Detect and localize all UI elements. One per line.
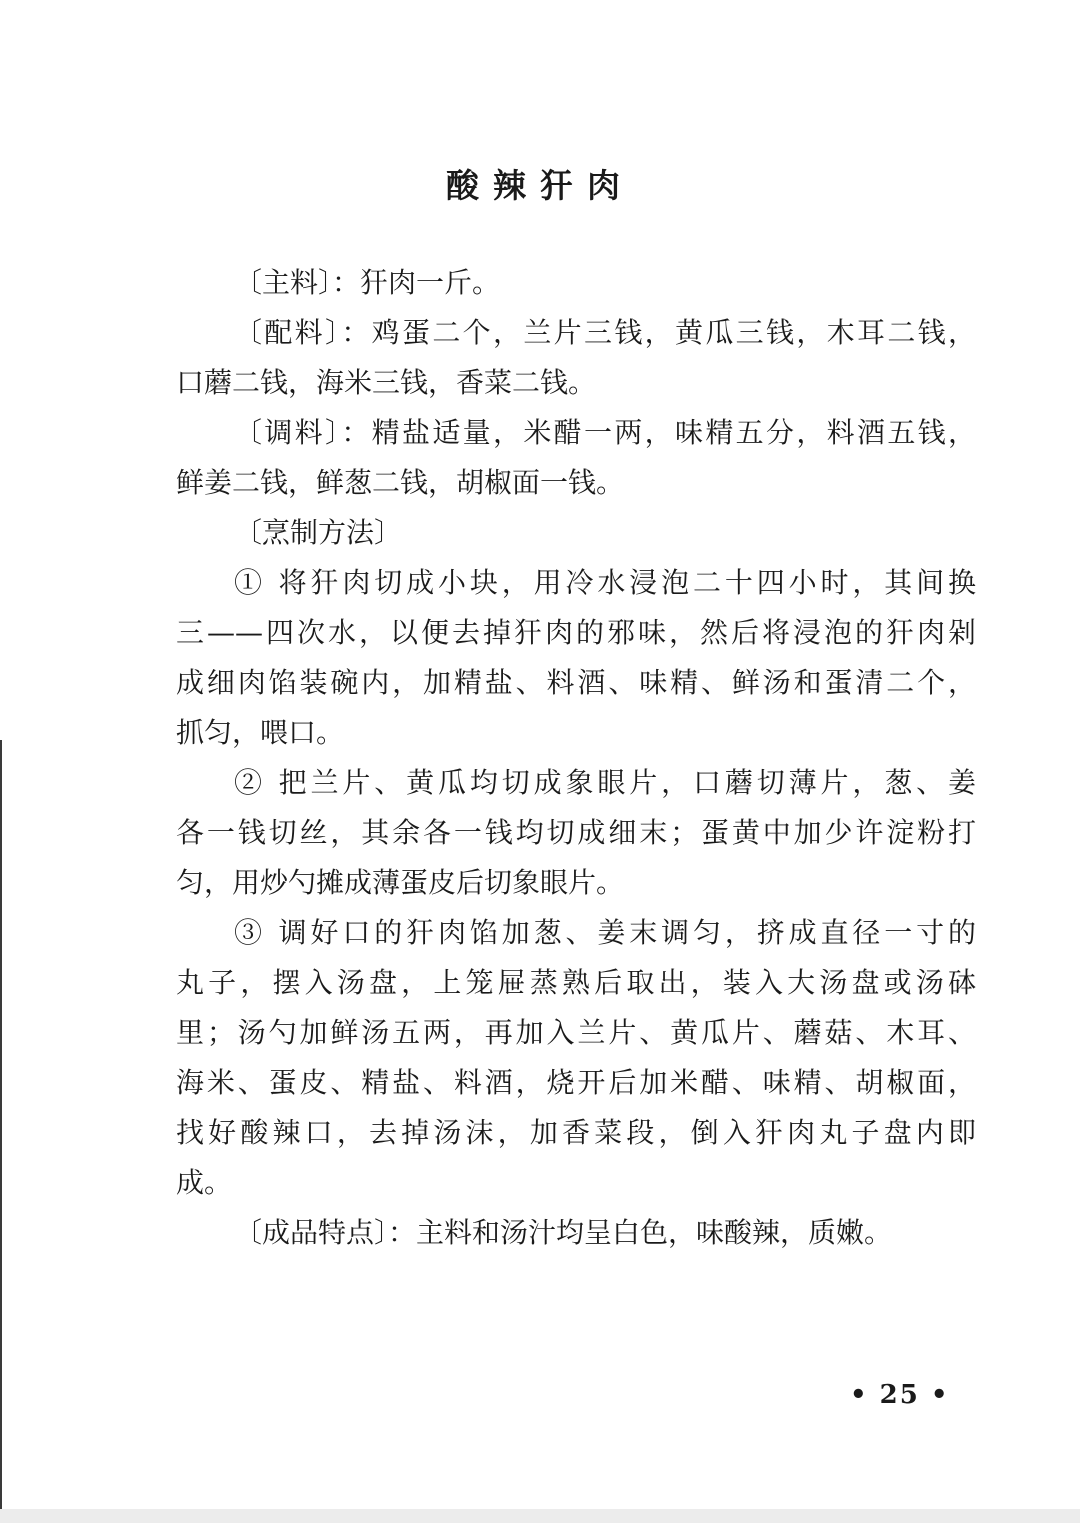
step-1-line-1: ① 将犴肉切成小块，用冷水浸泡二十四小时，其间换: [234, 566, 976, 599]
step-1-line-3: 成细肉馅装碗内，加精盐、料酒、味精、鲜汤和蛋清二个，: [176, 666, 976, 699]
seasoning-line-2: 鲜姜二钱，鲜葱二钱，胡椒面一钱。: [176, 466, 625, 499]
page-number: • 25 •: [850, 1380, 950, 1410]
step-1-line-2: 三——四次水，以便去掉犴肉的邪味，然后将浸泡的犴肉剁: [176, 616, 976, 649]
seasoning-line-1: 〔调料〕：精盐适量，米醋一两，味精五分，料酒五钱，: [234, 416, 976, 449]
main-ingredient-line: 〔主料〕：犴肉一斤。: [234, 266, 501, 299]
step-3-line-3: 里；汤勺加鲜汤五两，再加入兰片、黄瓜片、蘑菇、木耳、: [176, 1016, 976, 1049]
step-3-line-2: 丸子，摆入汤盘，上笼屉蒸熟后取出，装入大汤盘或汤砵: [176, 966, 976, 999]
side-ingredient-line-2: 口蘑二钱，海米三钱，香菜二钱。: [176, 366, 597, 399]
step-2-line-1: ② 把兰片、黄瓜均切成象眼片，口蘑切薄片，葱、姜: [234, 766, 976, 799]
recipe-title: 酸辣犴肉: [446, 166, 634, 205]
bottom-margin-strip: [0, 1509, 1080, 1523]
step-1-line-4: 抓匀，喂口。: [176, 716, 345, 749]
side-ingredient-line-1: 〔配料〕：鸡蛋二个，兰片三钱，黄瓜三钱，木耳二钱，: [234, 316, 976, 349]
step-2-line-3: 匀，用炒勺摊成薄蛋皮后切象眼片。: [176, 866, 625, 899]
step-3-line-4: 海米、蛋皮、精盐、料酒，烧开后加米醋、味精、胡椒面，: [176, 1066, 976, 1099]
step-3-line-1: ③ 调好口的犴肉馅加葱、姜末调匀，挤成直径一寸的: [234, 916, 976, 949]
recipe-body: [176, 258, 976, 1258]
step-3-line-6: 成。: [176, 1166, 233, 1199]
step-3-line-5: 找好酸辣口，去掉汤沫，加香菜段，倒入犴肉丸子盘内即: [176, 1116, 976, 1149]
page-edge-shadow: [0, 740, 2, 1523]
method-heading: 〔烹制方法〕: [234, 516, 403, 549]
step-2-line-2: 各一钱切丝，其余各一钱均切成细末；蛋黄中加少许淀粉打: [176, 816, 976, 849]
product-features-line: 〔成品特点〕：主料和汤汁均呈白色，味酸辣，质嫩。: [234, 1216, 893, 1249]
